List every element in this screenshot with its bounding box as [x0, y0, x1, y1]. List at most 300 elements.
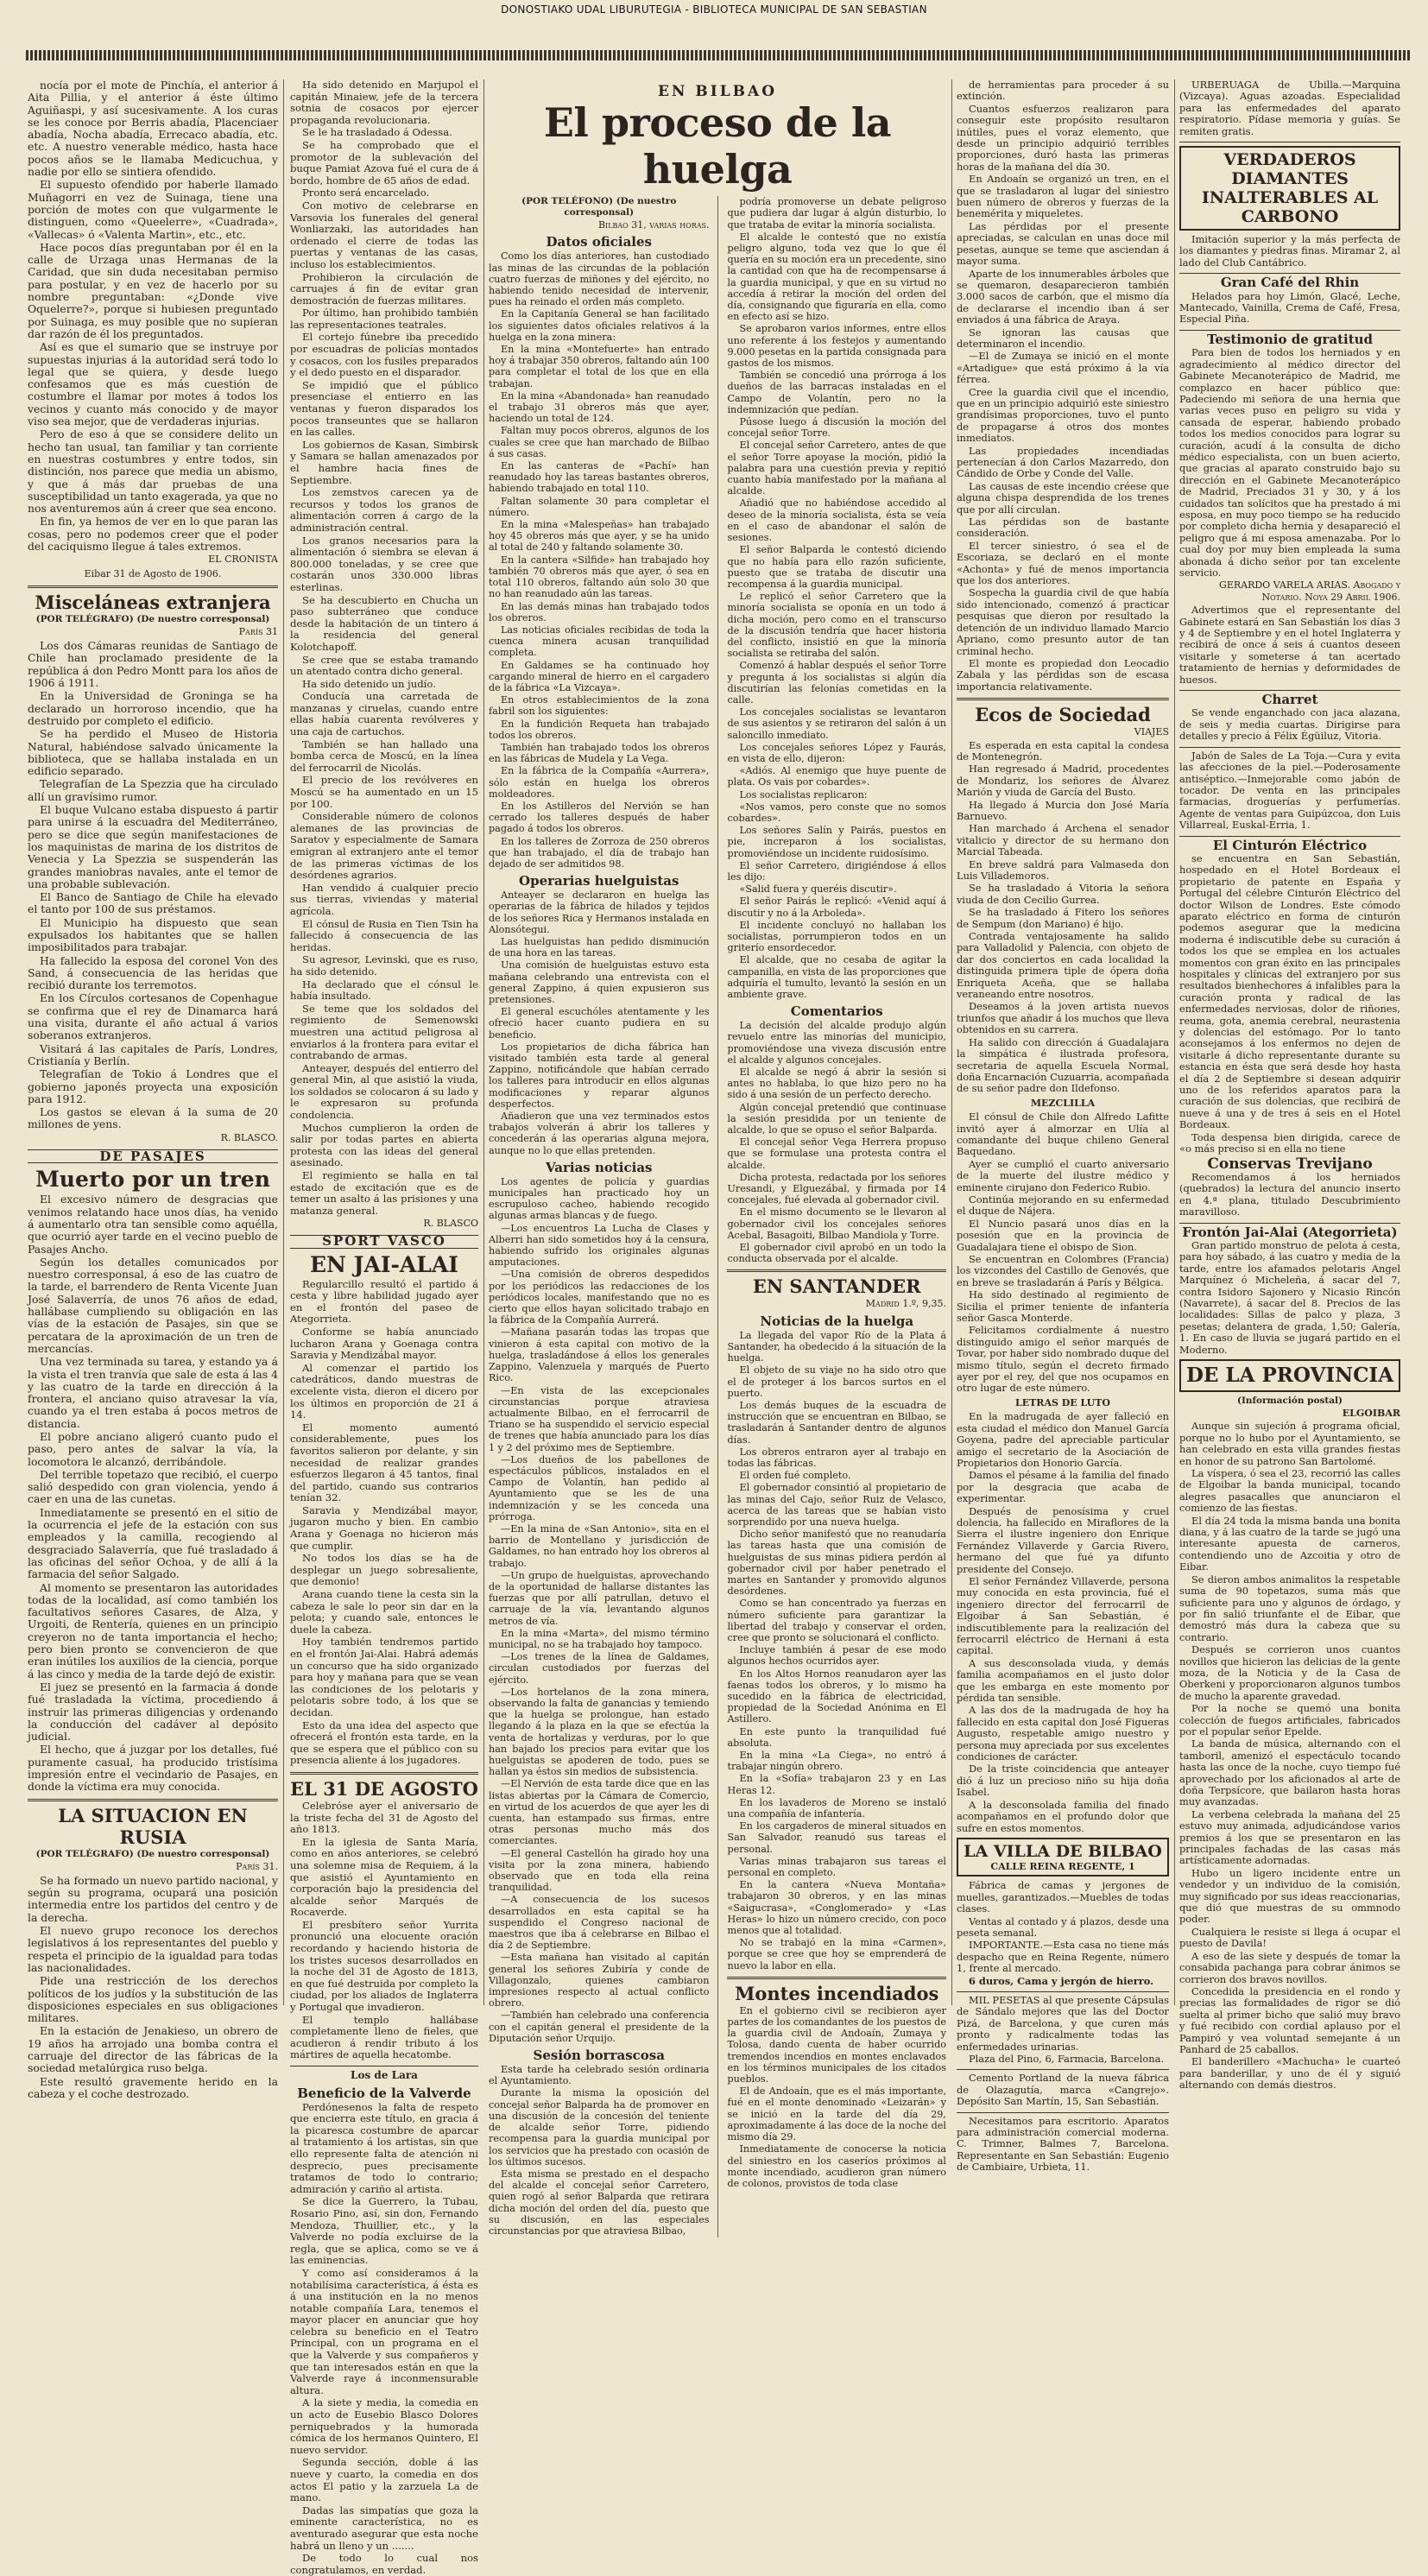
paragraph: Y como así consideramos á la notabilísima característica, á ésta es á una institución en la no menos notable compañía Lara, tenemos el mayor placer en anunciar que hoy celebra su beneficio en el Teatro Principal, con un programa en el que la Valverde y sus compañeros y que tan interesados están en que la Valverde raye á inconmensurable altura.	[290, 2266, 478, 2396]
paragraph: Ventas al contado y á plazos, desde una peseta semanal.	[957, 1915, 1169, 1939]
subhead-comentarios: Comentarios	[790, 1003, 883, 1020]
headline-muerto-tren: Muerto por un tren	[35, 1167, 270, 1193]
paragraph: En fin, ya hemos de ver en lo que paran las cosas, pero no podemos creer que el poder del caciquismo llegue á tales extremos.	[28, 515, 278, 553]
paragraph: Regularcillo resultó el partido á cesta y libre habilidad jugado ayer en el frontón del paseo de Ategorrieta.	[290, 1277, 478, 1326]
paragraph: En Galdames se ha continuado hoy cargando mineral de hierro en el cargadero de la fábrica «La Vizcaya».	[489, 659, 710, 693]
column-rule	[483, 79, 484, 2005]
paragraph: Dicho señor manifestó que no reanudaría las tareas hasta que una comisión de huelguistas de sus minas pidiera perdón al gobernador civil por haber penetrado el martes en Santander y promovido algunos desórdenes.	[727, 1529, 946, 1598]
paragraph: El señor Carretero, dirigiéndose á ellos les dijo:	[727, 859, 946, 883]
ad-title: LA VILLA DE BILBAO	[964, 1841, 1162, 1861]
paragraph: Algún concejal pretendió que continuase la sesión presidida por un teniente de alcalde, lo que se opuso el señor Balparda.	[727, 1101, 946, 1136]
paragraph: En la mina «La Ciega», no entró á trabajar ningún obrero.	[727, 1750, 946, 1773]
paragraph: El concejal señor Carretero, antes de que el señor Torre apoyase la moción, pidió la palabra para una cuestión previa y repitió cuanto había manifestado por la mañana al alcalde.	[727, 440, 946, 497]
paragraph: —A consecuencia de los sucesos desarrollados en esta capital se ha suspendido el Congreso nacional de maestros que iba á celebrarse en Bilbao el día 2 de Septiembre.	[489, 1894, 710, 1952]
paragraph: Esta misma se prestado en el despacho del alcalde el concejal señor Carretero, quien rogó al señor Balparda que retirara dicha moción del orden del día, puesto que su discusión, en las especiales circunstancias por que atraviesa Bilbao,	[489, 2168, 710, 2237]
divider	[957, 2112, 1169, 2113]
paragraph: A la siete y media, la comedia en un acto de Eusebio Blasco Dolores perniquebrados y la humorada cómica de los hermanos Quintero, El nuevo servidor.	[290, 2396, 478, 2456]
paragraph: Se encuentran en Colombres (Francia) los vizcondes del Castillo de Genovés, que en breve se trasladarán á París y Bélgica.	[957, 1253, 1169, 1288]
paragraph: El orden fué completo.	[739, 1470, 851, 1482]
ad-address: CALLE REINA REGENTE, 1	[990, 1860, 1135, 1872]
paragraph: Ha declarado que el cónsul le había insultado.	[290, 978, 478, 1003]
paragraph: El cónsul de Rusia en Tien Tsin ha fallecido á consecuencia de las heridas.	[290, 917, 478, 953]
paragraph: Así es que el sumario que se instruye por supuestas injurias á la autoridad será todo lo legal que se quiera, y desde luego confesamos que es más cuestión de costumbre el llamar por motes á todos los vecinos y cuanto más conocido y de mayor viso sea mejor, que de verdaderas injurias.	[28, 340, 278, 428]
paragraph: Telegrafían de La Spezzia que ha circulado allí un gravísimo rumor.	[28, 777, 278, 803]
headline-provincia: DE LA PROVINCIA	[1179, 1359, 1400, 1392]
paragraph: Se vende enganchado con jaca alazana, de seis y media cuartas. Dirigirse para detalles y precio á Félix Égüiluz, Vitoria.	[1179, 706, 1400, 743]
paragraph: En la mina «Abandonada» han reanudado el trabajo 31 obreros más que ayer, haciendo un total de 124.	[489, 389, 710, 425]
paragraph: El Banco de Santiago de Chile ha elevado el tanto por 100 de sus préstamos.	[28, 890, 278, 916]
paragraph: —También han celebrado una conferencia con el capitán general el presidente de la Diputación señor Urquijo.	[489, 2010, 710, 2044]
paragraph: Pide una restricción de los derechos políticos de los judíos y la substitución de las disposiciones especiales en sus obligaciones militares.	[28, 1974, 278, 2025]
paragraph: «Adiós. Al enemigo que huye puente de plata. Os vais por cobardes».	[727, 765, 946, 788]
paragraph: Se ha trasladado á Fitero los señores de Sempum (don Mariano) é hijo.	[957, 906, 1169, 930]
paragraph: El templo hallábase completamente lleno de fieles, que acudieron á rendir tributo á los mártires de aquella hecatombe.	[290, 2013, 478, 2061]
paragraph: El general escuchóles atentamente y les ofreció hacer cuanto pudiera en su beneficio.	[489, 1006, 710, 1041]
paragraph: En la Universidad de Groninga se ha declarado un horroroso incendio, que ha destruido por completo el edificio.	[28, 689, 278, 727]
ad-title: Conservas Trevijano	[1207, 1155, 1373, 1173]
paragraph: En la mina «Montefuerte» han entrado hoy á trabajar 350 obreros, faltando aún 100 para completar el total de los que en ella trabajan.	[489, 344, 710, 389]
column-4	[957, 79, 1169, 2174]
paragraph: Se ha trasladado á Vitoria la señora viuda de don Cecilio Gurrea.	[957, 882, 1169, 906]
divider	[727, 1977, 946, 1979]
divider	[957, 2069, 1169, 2070]
paragraph: Las causas de este incendio créese que alguna chispa desprendida de los trenes que por allí circulan.	[957, 479, 1169, 516]
subhead-sesion: Sesión borrascosa	[533, 2048, 665, 2064]
paragraph: 6 duros, Cama y jergón de hierro.	[969, 1974, 1154, 1987]
paragraph: Arana cuando tiene la cesta sin la cabeza le sale lo peor sin dar en la pelota; y cuando sale, entonces le duele la cabeza.	[290, 1588, 478, 1636]
paragraph: Se le ha trasladado á Odessa.	[302, 126, 452, 139]
paragraph: En la cantera «Nueva Montaña» trabajaron 30 obreros, y en las minas «Saigucrasa», «Conglomerado» y «Las Heras» lo hizo un número crecido, con poco menos que al totalidad.	[727, 1879, 946, 1937]
paragraph: El presbítero señor Yurrita pronunció una elocuente oración recordando y haciendo historia de los tristes sucesos desarrollados en la noche del 31 de Agosto de 1813, en que fué destruida por completo la ciudad, por los aliados de Inglaterra y Portugal que invadieron.	[290, 1918, 478, 2014]
column-3	[489, 79, 946, 2237]
signature: R. BLASCO.	[220, 1131, 278, 1143]
paragraph: El monte es propiedad don Leocadio Zabala y las pérdidas son de escasa importancia relativamente.	[957, 656, 1169, 693]
paragraph: Al momento se presentaron las autoridades todas de la localidad, así como también los facultativos señores Casares, de Alza, y Urgoiti, de Rentería, quienes en un principio creyeron no de tanta importancia el hecho; pero bien pronto se convencieron de que eran inútiles los auxilios de la ciencia, porque á las cinco y media de la tarde dejó de existir.	[28, 1580, 278, 1680]
paragraph: El buque Vulcano estaba dispuesto á partir para unirse á la escuadra del Mediterráneo, pero se dice que según manifestaciones de los maquinistas de marina de los distritos de Venecia y La Spezzia se suspenderán las grandes maniobras navales, ante el temor de una probable sublevación.	[28, 803, 278, 890]
paragraph: Se aprobaron varios informes, entre ellos uno referente á los festejos y aumentando 9.000 pesetas en la partida consignada para gastos de los mismos.	[727, 323, 946, 370]
paragraph: Los dos Cámaras reunidas de Santiago de Chile han proclamado presidente de la república á don Pedro Montt para los años de 1906 á 1911.	[28, 639, 278, 690]
paragraph: —Mañana pasarán todas las tropas que vinieron á esta capital con motivo de la huelga, trasladándose á ellos los generales Zappino, Valenzuela y marqués de Puerto Rico.	[489, 1326, 710, 1384]
divider	[1179, 747, 1400, 748]
paragraph: Sospecha la guardia civil de que había sido intencionado, comenzó á practicar pesquisas que dieron por resultado la detención de un individuo llamado Marcio Apriano, como presunto autor de tan criminal hecho.	[957, 586, 1169, 657]
section-label: VIAJES	[1134, 726, 1169, 738]
paragraph: Prohibieron la circulación de carruajes á fin de evitar gran demostración de fuerzas militares.	[290, 270, 478, 307]
paragraph: El día 24 toda la misma banda una bonita diana, y á las cuatro de la tarde se jugó una interesante apuesta de carneros, contendiendo uno de Azcoitia y otro de Eibar.	[1179, 1514, 1400, 1573]
signature: EL CRONISTA	[208, 554, 278, 566]
paragraph: Plaza del Pino, 6, Farmacia, Barcelona.	[969, 2053, 1165, 2065]
paragraph: En los talleres de Zorroza de 250 obreros que han trabajado, el día de trabajo han dejado de ser admitidos 98.	[489, 835, 710, 870]
signature: R. BLASCO	[423, 1218, 478, 1230]
headline-ecos: Ecos de Sociedad	[975, 704, 1151, 726]
paragraph: Cuantos esfuerzos realizaron para conseguir este propósito resultaron inútiles, pues el voraz elemento, que desde un principio adquirió terribles proporciones, duró hasta las primeras horas de la mañana del día 30.	[957, 102, 1169, 173]
paragraph: Perdónesenos la falta de respeto que encierra este título, en gracia á la picaresca costumbre de aparcar al tratamiento á los artistas, sin que ello represente falta de atención ni desprecio, pues precisamente tratamos de todo lo contrario; admiración y cariño al artista.	[290, 2100, 478, 2195]
paragraph: Helados para hoy Limón, Glacé, Leche, Mantecado, Vainilla, Crema de Café, Fresa, Especial Piña.	[1179, 289, 1400, 326]
paragraph: Incluye también á pesar de ese modo algunos hechos ocurridos ayer.	[727, 1644, 946, 1668]
paragraph: Toda despensa bien dirigida, carece de «o más preciso si en ella no tiene	[1179, 1130, 1400, 1155]
paragraph: —Una comisión de obreros despedidos por los periódicos las redacciones de los periódicos locales, manifestando que no es cierto que ellos hayan solicitado trabajo en la fábrica de la Compañía Aurrerá.	[489, 1269, 710, 1326]
paragraph: El señor Balparda le contestó diciendo que no había para ello razón suficiente, puesto que se trataba de discutir una recompensa á la guardia municipal.	[727, 544, 946, 590]
paragraph: Según los detalles comunicados por nuestro corresponsal, á eso de las cuatro de la tarde, el barrendero de Renta Vicente Juan José Salaverría, de unos 76 años de edad, hallábase cumpliendo su obligación en las vías de la estación de Pasajes, sin que se percatara de la aproximación de un tren de mercancías.	[28, 1255, 278, 1355]
paragraph: —Los dueños de los pabellones de espectáculos públicos, instalados en el Campo de Volantín, han pedido al Ayuntamiento que se les de una indemnización y se les conceda una prórroga.	[489, 1453, 710, 1522]
headline-jai-alai: EN JAI-ALAI	[310, 1251, 458, 1277]
paragraph: En la cantera «Silfide» han trabajado hoy también 70 obreros más que ayer, ó sea en total 110 obreros, faltando aún solo 30 que no han reanudado aún las tareas.	[489, 554, 710, 600]
paragraph: La verbena celebrada la mañana del 25 estuvo muy animada, adjudicándose varios premios á los que se presentaron en las principales fachadas de las casas más artísticamente adornadas.	[1179, 1807, 1400, 1867]
section-label: SPORT VASCO	[290, 1235, 478, 1249]
paragraph: Una comisión de huelguistas estuvo esta mañana celebrando una entrevista con el general Zappino, á quien expusieron sus pretensiones.	[489, 959, 710, 1005]
paragraph: Del terrible topetazo que recibió, el cuerpo salió despedido con gran violencia, yendo á caer en una de las cunetas.	[28, 1467, 278, 1506]
paragraph: Aunque sin sujeción á programa oficial, porque no lo hubo por el Ayuntamiento, se han celebrado en esta villa grandes fiestas en honor de su patrono San Bartolomé.	[1179, 1420, 1400, 1467]
paragraph: En el gobierno civil se recibieron ayer partes de los comandantes de los puestos de la guardia civil de Andoaín, Zumaya y Tolosa, dando cuenta de haber ocurrido tremendos incendios en montes enclavados en los términos municipales de los citados pueblos.	[727, 2004, 946, 2085]
paragraph: Recomendamos á los herniados (quebrados) la lectura del anuncio inserto en 4.ª plana, titulado Descubrimiento maravilloso.	[1179, 1170, 1400, 1218]
column-1	[28, 79, 278, 2100]
paragraph: Faltan muy pocos obreros, algunos de los cuales se cree que han marchado de Bilbao á sus casas.	[489, 425, 710, 459]
paragraph: —Un grupo de huelguistas, aprovechando de la oportunidad de hallarse distantes las fuerzas que por allí patrullan, detuvo el carruaje de la vía, levantando algunos metros de vía.	[489, 1569, 710, 1627]
divider	[1179, 1223, 1400, 1224]
dateline: París 31	[238, 625, 278, 637]
paragraph: En el mismo documento se le llevaron al gobernador civil los concejales señores Acebal, Basagoiti, Bilbao Mandiola y Torre.	[727, 1206, 946, 1241]
paragraph: —El de Zumaya se inició en el monte «Artadigue» que está próximo á la vía férrea.	[957, 350, 1169, 386]
paragraph: A la desconsolada familia del finado acompañamos en el profundo dolor que sufre en estos momentos.	[957, 1798, 1169, 1834]
paragraph: Añadieron que una vez terminados estos trabajos volverán á abrir los talleres y concederán á las operarias alguna mejora, aunque no lo que ellas pretenden.	[489, 1111, 710, 1156]
subcolumn-right	[727, 196, 946, 2237]
paragraph: Cree la guardia civil que el incendio, que en un principio adquirió este siniestro grandísimas proporciones, tuvo el punto de propagarse á otros dos montes inmediatos.	[957, 385, 1169, 445]
paragraph: En breve saldrá para Valmaseda don Luis Villademoros.	[957, 858, 1169, 882]
ad-title: El Cinturón Eléctrico	[1212, 837, 1368, 853]
divider	[957, 698, 1169, 700]
paragraph: Púsose luego á discusión la moción del concejal señor Torre.	[727, 416, 946, 440]
paragraph: Conforme se había anunciado lucharon Arana y Goenaga contra Saravia y Mendizábal mayor.	[290, 1325, 478, 1362]
headline-santander: EN SANTANDER	[752, 1275, 921, 1298]
paragraph: Aparte de los innumerables árboles que se quemaron, desaparecieron también 3.000 sacos de carbón, que el mismo día de declararse el incendio iban á ser enviados á una fábrica de Araya.	[957, 267, 1169, 326]
paragraph: Inmediatamente de conocerse la noticia del siniestro en los caseríos próximos al monte incendiado, acudieron gran número de colonos, provistos de toda clase	[727, 2143, 946, 2189]
paragraph: La banda de música, alternando con el tamboril, amenizó el espectáculo tocando hasta las once de la noche, cuyo tiempo fué aprovechado por los aficionados al arte de doña Terpsícore, que bailaron hasta horas muy avanzadas.	[1179, 1737, 1400, 1808]
paragraph: En las demás minas han trabajado todos los obreros.	[489, 600, 710, 623]
paragraph: En las canteras de «Pachí» han reanudado hoy las tareas bastantes obreros, habiendo trabajado en total 110.	[489, 460, 710, 495]
divider	[28, 585, 278, 588]
subcolumn-left	[489, 196, 709, 2237]
paragraph: El hecho, que á juzgar por los detalles, fué puramente casual, ha producido tristísima impresión entre el vecindario de Pasajes, en donde la víctima era muy conocida.	[28, 1743, 278, 1794]
column-5	[1179, 79, 1400, 2092]
paragraph: «Salid fuera y queréis discutir».	[739, 883, 897, 896]
paragraph: URBERUAGA de Ubilla.—Marquina (Vizcaya). Aguas azoadas. Especialidad para las enfermedades del aparato respiratorio. Pídase memoria y guías. Se remiten gratis.	[1179, 79, 1400, 137]
headline-31-agosto: EL 31 DE AGOSTO	[290, 1777, 478, 1800]
archive-header: DONOSTIAKO UDAL LIBURUTEGIA - BIBLIOTECA MUNICIPAL DE SAN SEBASTIAN	[501, 3, 927, 16]
paragraph: Su agresor, Levinski, que es ruso, ha sido detenido.	[290, 953, 478, 978]
paragraph: Los obreros entraron ayer al trabajo en todas las fábricas.	[727, 1446, 946, 1469]
paragraph: Faltan solamente 30 para completar el número.	[489, 495, 710, 518]
dateline: ELGOIBAR	[1342, 1408, 1400, 1419]
headline-proceso-huelga: El proceso de la huelga	[543, 99, 892, 193]
paragraph: Varias minas trabajaron sus tareas el personal en completo.	[727, 1855, 946, 1879]
paragraph: El Municipio ha dispuesto que sean expulsados los habitantes que se hallen imposibilitados para trabajar.	[28, 915, 278, 954]
paragraph: Durante la misma la oposición del concejal señor Balparda ha de promover en una discusión de la concesión del teniente de alcalde señor Torre, pidiendo recompensa para la guardia municipal por los servicios que ha prestado con ocasión de los últimos sucesos.	[489, 2087, 710, 2168]
paragraph: Ayer se cumplió el cuarto aniversario de la muerte del ilustre médico y eminente cirujano don Federico Rubio.	[957, 1157, 1169, 1193]
paragraph: Después se corrieron unos cuantos novillos que hicieron las delicias de la gente moza, de la Noticia y de la Casa de Oberkeni y proporcionaron algunos tumbos de mucho la aparente gravedad.	[1179, 1643, 1400, 1702]
dateline: Eibar 31 de Agosto de 1906.	[84, 567, 222, 579]
paragraph: Necesitamos para escritorio. Aparatos para administración comercial moderna. C. Trimner, Balmes 7, Barcelona. Representante en San Sebastián: Eugenio de Cambiaire, Urbieta, 11.	[957, 2114, 1169, 2174]
paragraph: El tercer siniestro, ó sea el de Escoriaza, se declaró en el monte «Achonta» y fué de menos importancia que los dos anteriores.	[957, 539, 1169, 587]
paragraph: Ha sido destinado al regimiento de Sicilia el primer teniente de infantería señor Gasca Monterde.	[957, 1288, 1169, 1325]
paragraph: En la Capitanía General se han facilitado los siguientes datos oficiales relativos á la huelga en la zona minera:	[489, 308, 710, 343]
dateline: París 31.	[236, 1860, 278, 1872]
paragraph: Las noticias oficiales recibidas de toda la cuenca minera acusan tranquilidad completa.	[489, 623, 710, 659]
paragraph: nocía por el mote de Pinchía, el anterior á Aita Pillia, y el anterior á éste último Aguiñaspi, y así sucesivamente. A los curas se les conoce por Berris abadía, Placenciaer abadía, Nocha abadía, Errecaco abadía, etc. etc. A nuestro venerable médico, hasta hace pocos años se le llamaba Medicuchua, y nadie por ello se sintiera ofendido.	[28, 79, 278, 179]
paragraph: El alcalde le contestó que no existía peligro alguno, toda vez que lo que él quería en su moción era un precedente, sino la cantidad con que ha de recompensarse á la guardia municipal, y que en su virtud no accedía á retirar la moción del orden del día, consignando que figuraría en ella, como en efecto así se hizo.	[727, 231, 946, 323]
ad-title: Gran Café del Rhin	[1220, 275, 1360, 291]
paragraph: Una vez terminada su tarea, y estando ya á la vista el tren tranvía que sale de esta á las 4 y las cuatro de la tarde en dirección á la frontera, el anciano quiso atravesar la vía, cuando ya el tren estaba á pocos metros de distancia.	[28, 1355, 278, 1430]
paragraph: Dicha protesta, redactada por los señores Uresandi, y Elguezábal, y firmada por 14 concejales, fué elevada al gobernador civil.	[727, 1171, 946, 1206]
paragraph: Los gastos se elevan á la suma de 20 millones de yens.	[28, 1105, 278, 1131]
paragraph: En los lavaderos de Moreno se instaló una compañía de infantería.	[727, 1796, 946, 1820]
paragraph: Saravia y Mendizábal mayor, jugaron mucho y bien. En cambio Arana y Goenaga no hicieron más que cumplir.	[290, 1503, 478, 1552]
paragraph: Deseamos á la joven artista nuevos triunfos que añadir á los muchos que lleva obtenidos en su carrera.	[957, 1000, 1169, 1036]
paragraph: Ha sido detenido en Marjupol el capitán Minaiew, jefe de la tercera sotnia de cosacos por ejercer propaganda revolucionaria.	[290, 79, 478, 126]
paragraph: —El general Castellón ha girado hoy una visita por la zona minera, habiendo observado que en toda ella reina tranquilidad.	[489, 1847, 710, 1894]
paragraph: A eso de las siete y después de tomar la consabida pachanga para cobrar ánimos se corrieron dos bravos novillos.	[1179, 1949, 1400, 1985]
paragraph: —Los trenes de la línea de Galdames, circulan custodiados por fuerzas del ejército.	[489, 1651, 710, 1686]
paragraph: Las pérdidas son de bastante consideración.	[957, 516, 1169, 540]
paragraph: Se ignoran las causas que determinaron el incendio.	[957, 326, 1169, 350]
paragraph: Hubo un ligero incidente entre un vendedor y un individuo de la comisión, muy significado por sus ideas reaccionarias, que dió que muestras de su ommnodo poder.	[1179, 1866, 1400, 1926]
paragraph: Ha fallecido la esposa del coronel Von des Sand, á consecuencia de las heridas que recibió durante los terremotos.	[28, 953, 278, 992]
paragraph: En los Círculos cortesanos de Copenhague se confirma que el rey de Dinamarca hará una visita, durante el año actual á varios soberanos extranjeros.	[28, 991, 278, 1042]
paragraph: Los agentes de policía y guardias municipales han practicado hoy un escrupuloso cacheo, habiendo recogido algunas armas blancas y de fuego.	[489, 1175, 710, 1222]
paragraph: Damos el pésame á la familia del finado por la desgracia que acaba de experimentar.	[957, 1469, 1169, 1505]
paragraph: El supuesto ofendido por haberle llamado Muñagorri en vez de Suinaga, tiene una porción de motes con que vulgarmente le distinguen, como «Queelerre», «Cuadrada», «Vallecas» ó «Valenta Martin», etc., etc.	[28, 178, 278, 241]
paragraph: Han marchado á Archena el senador vitalicio y director de su hermano don Marcial Tabeada.	[957, 822, 1169, 858]
section-label: LETRAS DE LUTO	[1015, 1396, 1110, 1408]
column-rule	[283, 79, 284, 2005]
paragraph: El de Andoaín, que es el más importante, fué en el monte denominado «Leizarán» y se inició en la tarde del día 29, aproximadamente á las doce de la noche del mismo día 29.	[727, 2085, 946, 2143]
paragraph: En la madrugada de ayer falleció en esta ciudad el médico don Manuel García Goyena, padre del apreciable particular amigo el secretario de la Asociación de Propietarios don Honorio García.	[957, 1410, 1169, 1469]
section-label: MEZCLILLA	[1030, 1097, 1096, 1109]
story-kicker: EN BILBAO	[657, 83, 778, 100]
headline-montes: Montes incendiados	[735, 1982, 939, 2004]
divider	[1179, 273, 1400, 274]
column-rule	[951, 79, 952, 2005]
paragraph: Se ha perdido el Museo de Historia Natural, habiéndose salvado únicamente la biblioteca, que se hallaba instalada en un edificio separado.	[28, 727, 278, 778]
paragraph: El alcalde, que no cesaba de agitar la campanilla, en vista de las proporciones que adquiría el tumulto, levantó la sesión en un ambiente grave.	[727, 954, 946, 1001]
paragraph: Han vendido á cualquier precio sus tierras, viviendas y material agrícola.	[290, 881, 478, 917]
paragraph: El excesivo número de desgracias que venimos relatando hace unos días, ha venido á aumentarlo otra tan sensible como aquélla, que ocurrió ayer tarde en el vecino pueblo de Pasajes Ancho.	[28, 1193, 278, 1256]
paragraph: Añadió que no habiéndose accedido al deseo de la minoría socialista, ésta se veía en el caso de abandonar el salón de sesiones.	[727, 497, 946, 544]
paragraph: El gobernador civil aprobó en un todo la conducta observada por el alcalde.	[727, 1242, 946, 1265]
byline: (Información postal)	[1236, 1396, 1343, 1406]
paragraph: Considerable número de colonos alemanes de las provincias de Saratov y especialmente de Samara emigran al extranjero ante el temor de las primeras víctimas de los desórdenes agrarios.	[290, 810, 478, 882]
paragraph: Han regresado á Madrid, procedentes de Mondariz, los señores de Álvarez Marión y viuda de García del Busto.	[957, 763, 1169, 799]
paragraph: De la triste coincidencia que anteayer dió á luz un precioso niño su hija doña Isabel.	[957, 1763, 1169, 1799]
paragraph: Dadas las simpatías que goza la eminente característica, no es aventurado asegurar que esta noche habrá un lleno y un .......	[290, 2503, 478, 2552]
paragraph: «Nos vamos, pero conste que no somos cobardes».	[727, 801, 946, 824]
paragraph: Los concejales señores López y Faurás, en vista de ello, dijeron:	[727, 741, 946, 764]
paragraph: El Nuncio pasará unos días en la posesión que en la provincia de Guadalajara tiene el obispo de Sion.	[957, 1217, 1169, 1253]
divider	[957, 1991, 1169, 1992]
divider	[1179, 690, 1400, 691]
paragraph: El incidente concluyó no hallaban los socialistas, porrumpieron todos en un griterío ensordecedor.	[727, 919, 946, 954]
paragraph: En la mina «Marta», del mismo término municipal, no se ha trabajado hoy tampoco.	[489, 1627, 710, 1650]
paragraph: Como se han concentrado ya fuerzas en número suficiente para garantizar la libertad del trabajo y conservar el orden, cree que pronto se solucionará el conflicto.	[727, 1598, 946, 1643]
paragraph: Se teme que los soldados del regimiento de Semenowski muestren una actitud peligrosa al enviarlos á la frontera para evitar el contrabando de armas.	[290, 1002, 478, 1062]
paragraph: —En la mina de «San Antonio», sita en el barrio de Montellano y jurisdicción de Galdames, no han entrado hoy los obreros al trabajo.	[489, 1522, 710, 1569]
paragraph: Las huelguistas han pedido disminución de una hora en las tareas.	[489, 935, 710, 959]
subhead-noticias-huelga: Noticias de la huelga	[760, 1313, 914, 1329]
paragraph: Le replicó el señor Carretero que la minoría socialista se oponía en un todo á dicha moción, pero como en el transcurso de la discusión tendría que hacer historia del conflicto, insistió en que la minoría socialista se retiraba del salón.	[727, 591, 946, 660]
paragraph: En la iglesia de Santa María, como en años anteriores, se celebró una solemne misa de Requiem, á la que asistió el Ayuntamiento en corporación bajo la presidencia del alcalde señor Marqués de Rocaverde.	[290, 1835, 478, 1919]
paragraph: El nuevo grupo reconoce los derechos legislativos á los representantes del pueblo y respeta el principio de la igualdad para todas las nacionalidades.	[28, 1924, 278, 1974]
paragraph: Los concejales socialistas se levantaron de sus asientos y se retiraron del salón á un saloncillo inmediato.	[727, 706, 946, 741]
header-rule	[26, 50, 1412, 60]
paragraph: Como los días anteriores, han custodiado las minas de las circundas de la población cuatro fuerzas de miñones y del ejército, no habiendo tenido necesidad de intervenir, pues ha reinado el orden más completo.	[489, 250, 710, 308]
paragraph: Imitación superior y la más perfecta de los diamantes y piedras finas. Miramar 2, al lado del Club Cantábrico.	[1179, 233, 1400, 269]
paragraph: Contrada ventajosamente ha salido para Valladolid y Palencia, con objeto de dar dos conciertos en cada localidad la distinguida primera tiple de ópera doña Enriqueta Aceña, que se hallaba veraneando entre nosotros.	[957, 930, 1169, 1001]
ad-title: Testimonio de gratitud	[1206, 331, 1374, 347]
dateline: Madrid 1.º, 9,35.	[865, 1298, 946, 1310]
byline: (POR TELÉGRAFO) (De nuestro corresponsal)	[35, 613, 270, 624]
paragraph: Cualquiera le resiste si llega á ocupar el puesto de Davila!	[1179, 1925, 1400, 1950]
paragraph: Gran partido monstruo de pelota á cesta, para hoy sábado, á las cuatro y media de la tarde, entre los afamados pelotaris Angel Marquínez ó Micheleña, á sacar del 7, contra Isidoro Sajonero y Nicasio Rincón (Navarrete), á sacar del 8. Precios de las localidades: Sillas de palco y plaza, 3 pesetas; delantera de grada, 1,50; Galería, 1. En caso de lluvia se jugará partido en el Moderno.	[1179, 1238, 1400, 1356]
paragraph: También se concedió una prórroga á los dueños de las barracas instaladas en el Campo de Volantín, pero no la indemnización que pedían.	[727, 370, 946, 415]
column-rule	[1174, 79, 1175, 2005]
paragraph: Los propietarios de dicha fábrica han visitado también esta tarde al general Zappino, notificándole que habían cerrado los talleres para introducir en ellos algunas modificaciones y reparar algunos desperfectos.	[489, 1041, 710, 1110]
paragraph: Ha sido detenido un judío.	[302, 677, 436, 690]
paragraph: El señor Fernández Villaverde, persona muy conocida en esta provincia, fué el ingeniero director del ferrocarril de Elgoibar á San Sebastián, é indiscutiblemente para la realización del ferrocarril eléctrico de Hernani á esta capital.	[957, 1574, 1169, 1657]
paragraph: También se han hallado una bomba cerca de Moscú, en la línea del ferrocarril de Nicolás.	[290, 737, 478, 774]
subhead-datos: Datos oficiales	[546, 234, 652, 250]
paragraph: IMPORTANTE.—Esta casa no tiene más despacho que en Reina Regente, número 1, frente al mercado.	[957, 1939, 1169, 1975]
paragraph: Las propiedades incendiadas pertenecían á don Carlos Mazarredo, don Cándido de Orbe y Conde del Valle.	[957, 444, 1169, 480]
paragraph: Los granos necesarios para la alimentación ó siembra se elevan á 800.000 toneladas, y se cree que costarán unos 330.000 libras esterlinas.	[290, 534, 478, 593]
paragraph: Este resultó gravemente herido en la cabeza y el coche destrozado.	[28, 2074, 278, 2100]
paragraph: En este punto la tranquilidad fué absoluta.	[727, 1725, 946, 1749]
paragraph: Se impidió que el público presenciase el entierro en las ventanas y fueron disparados los pocos transeuntes que se hallaron en las calles.	[290, 378, 478, 439]
paragraph: podría promoverse un debate peligroso que pudiera dar lugar á algún disturbio, lo que trataba de evitar la minoría socialista.	[727, 196, 946, 231]
paragraph: —En vista de las excepcionales circunstancias porque atraviesa actualmente Bilbao, en el ferrocarril de Triano se ha suspendido el servicio especial de trenes que había anunciado para los días 1 y 2 del próximo mes de Septiembre.	[489, 1384, 710, 1453]
paragraph: Es esperada en esta capital la condesa de Montenegrón.	[957, 738, 1169, 763]
paragraph: —Los encuentros La Lucha de Clases y Alberri han sido sometidos hoy á la censura, habiendo sufrido los originales algunas amputaciones.	[489, 1222, 710, 1269]
paragraph: Por último, han prohibido también las representaciones teatrales.	[290, 307, 478, 331]
paragraph: Esta tarde ha celebrado sesión ordinaria el Ayuntamiento.	[489, 2064, 710, 2087]
paragraph: El banderillero «Machucha» le cuarteó para banderillar, y uno de él y siguió alternando con demás diestros.	[1179, 2055, 1400, 2092]
ad-diamantes-title: VERDADEROS DIAMANTES INALTERABLES AL CARBONO	[1179, 146, 1400, 231]
paragraph: En la mina «Malespeñas» han trabajado hoy 45 obreros más que ayer, y se ha unido al total de 240 y faltando solamente 30.	[489, 519, 710, 554]
paragraph: Celebróse ayer el aniversario de la triste fecha del 31 de Agosto del año 1813.	[290, 1799, 478, 1836]
paragraph: El cónsul de Chile don Alfredo Lafitte invitó ayer á almorzar en Ulía al comandante del buque chileno General Baquedano.	[957, 1111, 1169, 1158]
paragraph: El objeto de su viaje no ha sido otro que el de proteger á los barcos surtos en el puerto.	[727, 1364, 946, 1399]
paragraph: —Los hortelanos de la zona minera, observando la falta de ganancias y temiendo que la huelga se prolongue, han estado llegando á la plaza en la que se efectúa la venta de hortalizas y verduras, por lo que han bajado los precios para evitar que los huelguistas se apoderen de todo, pues se hallan ya éstos sin medios de subsistencia.	[489, 1686, 710, 1778]
paragraph: El señor Pairás le replicó: «Venid aquí á discutir y no á la Arboleda».	[727, 896, 946, 919]
paragraph: Los gobiernos de Kasan, Simbirsk y Samara se hallan amenazados por el hambre hacia fines de Septiembre.	[290, 438, 478, 486]
headline-valverde: Beneficio de la Valverde	[297, 2085, 471, 2101]
subhead-operarias: Operarias huelguistas	[519, 873, 679, 889]
paragraph: Cemento Portland de la nueva fábrica de Olazagutía, marca «Cangrejo». Depósito San Martín, 15, San Sebastián.	[957, 2072, 1169, 2108]
byline: (POR TELÉFONO) (De nuestro corresponsal)	[521, 196, 677, 218]
paragraph: Anteayer se declararon en huelga las operarias de la fábrica de hilados y tejidos de los señores Rica y Hermanos instalada en Alonsótegui.	[489, 889, 710, 935]
paragraph: La víspera, ó sea el 23, recorrió las calles de Elgoibar la banda municipal, tocando alegres pasacalles que anunciaron el comienzo de las fiestas.	[1179, 1467, 1400, 1515]
subhead-varias: Varias noticias	[545, 1159, 653, 1175]
dateline: Bilbao 31, varias horas.	[597, 219, 710, 231]
paragraph: Continúa mejorando en su enfermedad el duque de Nájera.	[957, 1193, 1169, 1218]
paragraph: Advertimos que el representante del Gabinete estará en San Sebastián los días 3 y 4 de Septiembre y en el hotel Inglaterra y recibirá de once á seis á cuantos deseen visitarle y someterse á tan acertado tratamiento de hernias y deformidades de huesos.	[1179, 604, 1400, 686]
headline-rusia: LA SITUACION EN RUSIA	[58, 1804, 248, 1848]
paragraph: En Andoaín se organizó un tren, en el que se trasladaron al lugar del siniestro buen número de obreros y fuerzas de la benemérita y miqueletes.	[957, 173, 1169, 220]
paragraph: Por la noche se quemó una bonita colección de fuegos artificiales, fabricados por el popular señor Epelde.	[1179, 1702, 1400, 1737]
section-label: Los de Lara	[351, 2069, 418, 2081]
paragraph: En la estación de Jenakieso, un obrero de 19 años ha arrojado una bomba contra el carruaje del director de las fábricas de la sociedad metalúrgica ruso belga.	[28, 2024, 278, 2075]
signature: GERARDO VARELA ARIAS. Abogado y Notario. Noya 29 Abril 1906.	[1219, 579, 1400, 603]
ad-villa-bilbao	[957, 1838, 1169, 1877]
paragraph: Hoy también tendremos partido en el frontón Jai-Alai. Habrá además un concurso que ha sido organizado para hoy y mañana para que se vean las condiciones de los pelotaris y pelotaris sobre todo, á los que se decidan.	[290, 1636, 478, 1718]
paragraph: Esto da una idea del aspecto que ofrecerá el frontón esta tarde, en la que se espera que el público con su presencia aliente á los jugadores.	[290, 1718, 478, 1767]
paragraph: El pobre anciano aligeró cuanto pudo el paso, pero antes de salvar la vía, la locomotora le alcanzó, derribándole.	[28, 1429, 278, 1468]
paragraph: Ha salido con dirección á Guadalajara la simpática é ilustrada profesora, secretaria de aquella Escuela Normal, doña Encarnación Cuzuarria, acompañada de su señor padre don Ildefonso.	[957, 1035, 1169, 1095]
paragraph: En los Altos Hornos reanudaron ayer las faenas todos los obreros, y lo mismo ha sucedido en la fábrica de electricidad, propiedad de la Sociedad Anónima en El Astillero.	[727, 1668, 946, 1725]
paragraph: Telegrafían de Tokio á Londres que el gobierno japonés proyecta una exposición para 1912.	[28, 1067, 278, 1105]
byline: (POR TELÉGRAFO) (De nuestro corresponsal)	[35, 1848, 270, 1859]
paragraph: Los socialistas replicaron:	[739, 788, 868, 801]
paragraph: En la fundición Requeta han trabajado todos los obreros.	[489, 718, 710, 741]
paragraph: En la «Sofía» trabajaron 23 y en Las Heras 12.	[727, 1773, 946, 1796]
paragraph: El precio de los revólveres en Moscú se ha aumentado en un 15 por 100.	[290, 774, 478, 810]
paragraph: El alcalde se negó á abrir la sesión si antes no hablaba, lo que hizo pero no ha sido á una sesión de un perfecto derecho.	[727, 1066, 946, 1101]
paragraph: En los Astilleros del Nervión se han cerrado los talleres después de haber pagado á todos los obreros.	[489, 800, 710, 835]
ad-title: Charret	[1261, 692, 1318, 708]
paragraph: A sus desconsolada viuda, y demás familia acompañamos en el justo dolor que les embarga en este momento por pérdida tan sensible.	[957, 1656, 1169, 1705]
paragraph: El concejal señor Vega Herrera propuso que se formulase una protesta contra el alcalde.	[727, 1136, 946, 1171]
paragraph: Se ha formado un nuevo partido nacional, y según su programa, ocupará una posición intermedia entre los partidos del centro y de la derecha.	[28, 1873, 278, 1924]
paragraph: Inmediatamente se presentó en el sitio de la ocurrencia el jefe de la estación con sus empleados y la camilla, recogiendo al desgraciado Salaverría, que fué trasladado á las oficinas del señor Ochoa, y de allí á la farmacia del señor Salgado.	[28, 1505, 278, 1581]
paragraph: De todo lo cual nos congratulamos, en verdad.	[290, 2552, 478, 2576]
paragraph: Muchos cumplieron la orden de salir por todas partes en abierta protesta con las ideas del general asesinado.	[290, 1121, 478, 1169]
headline-miscelaneas: Misceláneas extranjera	[35, 591, 271, 613]
divider	[1179, 330, 1400, 331]
paragraph: Hace pocos días preguntaban por él en la calle de Urzaga unas Hermanas de la Caridad, que sin duda necesitaban permiso para postular, y en vez de hacerlo por su nombre preguntaban: «¿Donde vive Oquelerre?», porque si hubiesen preguntado por Suinaga, es muy posible que no supieran dar razón de él los preguntados.	[28, 240, 278, 340]
paragraph: También han trabajado todos los obreros en las fábricas de Mudela y La Vega.	[489, 741, 710, 765]
paragraph: Pronto será encarcelado.	[302, 187, 430, 199]
divider	[727, 1269, 946, 1272]
paragraph: La decisión del alcalde produjo algún revuelo entre las minorías del municipio, promoviéndose una viveza discusión entre el alcalde y algunos concejales.	[727, 1020, 946, 1066]
paragraph: En otros establecimientos de la zona fabril son los siguientes:	[489, 694, 710, 718]
paragraph: Anteayer, después del entierro del general Min, al que asistió la viuda, los soldados se colocaron á su lado y le expresaron su profunda condolencia.	[290, 1061, 478, 1122]
paragraph: Al comenzar el partido los catedráticos, dando muestras de excelente vista, dieron el dicero por los últimos en proporción de 21 á 14.	[290, 1361, 478, 1421]
paragraph: Los demás buques de la escuadra de instrucción que se encuentran en Bilbao, se trasladarán á Santander dentro de algunos días.	[727, 1399, 946, 1446]
paragraph: Se ha descubierto en Chucha un paso subterráneo que conduce desde la habitación de un tintero á la residencia del general Kolotchapoff.	[290, 593, 478, 653]
paragraph: Segunda sección, doble á las nueve y cuarto, la comedia en dos actos El patio y la zarzuela La de mano.	[290, 2456, 478, 2504]
paragraph: —El Nervión de esta tarde dice que en las listas abiertas por la Cámara de Comercio, en virtud de los acuerdos de que ayer les di cuenta, han estampado sus firmas, entre otras personas mucho más dos comerciantes.	[489, 1778, 710, 1847]
column-rule	[717, 196, 718, 2237]
paragraph: Se cree que se estaba tramando un atentado contra dicho general.	[290, 653, 478, 678]
paragraph: Concedida la presidencia en el rondo y precias las formalidades de rigor se dió suelta al primer bicho que salió muy bravo y fué recibido con cordial aplauso por el Pampiró y vea voluntad semejante á un Panhard de 25 caballos.	[1179, 1984, 1400, 2055]
paragraph: En la fábrica de la Compañía «Aurrera», sólo están en huelga los obreros moldeadores.	[489, 765, 710, 800]
paragraph: Se dieron ambos animalitos la respetable suma de 90 topetazos, suma más que suficiente para uno y algunos de órdago, y por fin salió triunfante el de Eibar, que demostró más dura la cabeza que su contrario.	[1179, 1573, 1400, 1643]
paragraph: MIL PESETAS al que presente Cápsulas de Sándalo mejores que las del Doctor Pizá, de Barcelona, y que curen más pronto y radicalmente todas las enfermedades urinarias.	[957, 1993, 1169, 2053]
divider	[1179, 836, 1400, 837]
paragraph: El cortejo fúnebre iba precedido por escuadras de policías montados y cosacos, con los fusiles preparados y el dedo puesto en el disparador.	[290, 331, 478, 379]
paragraph: El gobernador consintió al propietario de las minas del Cajo, señor Ruiz de Velasco, acerca de las tareas que se habían visto sorprendido por una nueva huelga.	[727, 1482, 946, 1528]
paragraph: No todos los días se ha de desplegar un juego sobresaliente, que demonio!	[290, 1552, 478, 1588]
paragraph: Visitará á las capitales de París, Londres, Cristianía y Berlín.	[28, 1041, 278, 1067]
paragraph: Se ha comprobado que el promotor de la sublevación del buque Pamiat Azova fué el cura de á bordo, hombre de 65 años de edad.	[290, 138, 478, 187]
paragraph: Para bien de todos los herniados y en agradecimiento al médico director del Gabinete Mecanoterápico de Madrid, me complazco en hacer público que: Padeciendo mi señora de una hernia que varias veces puso en peligro su vida y cansada de esperar, habiendo probado todos los medios conocidos para lograr su curación, acudí á la consulta de dicho médico especialista, con un buen acierto, que gracias al aparato construido bajo su dirección en el Gabinete Mecanoterápico de Madrid, Preciados 31 y 30, y á los cuidados tan solícitos que ha prestado á mi esposa, en muy poco tiempo se ha reducido por completo dicha hernia y desapareció el peligro que á mi esposa amenazaba. Por lo cual doy por muy bien empleada la suma abonada á dicho señor por tan excelente servicio.	[1179, 346, 1400, 579]
paragraph: Conducía una carretada de manzanas y ciruelas, cuando entre ellas había cuarenta revólveres y una caja de cartuchos.	[290, 690, 478, 738]
paragraph: Jabón de Sales de La Toja.—Cura y evita las afecciones de la piel.—Poderosamente antiséptico.—Inmejorable como jabón de tocador. De venta en las principales farmacias, droguerías y perfumerías. Agente de ventas para Guipúzcoa, don Luis Villarreal, Euskal-Erria, 1.	[1179, 749, 1400, 832]
divider	[28, 1799, 278, 1801]
paragraph: Felicitamos cordialmente á nuestro distinguido amigo el señor marqués de Tovar, por haber sido nombrado duque del mismo título, según el decreto firmado ayer por el rey, del que nos ocupamos en otro lugar de este número.	[957, 1324, 1169, 1395]
ad-title: Frontón Jai-Alai (Ategorrieta)	[1182, 1224, 1398, 1240]
divider	[290, 1772, 478, 1775]
paragraph: Comenzó á hablar después el señor Torre y pregunta á los socialistas si algún día discutirían las felonías cometidas en la calle.	[727, 660, 946, 706]
paragraph: El momento aumentó considerablemente, pues los favoritos salieron por delante, y sin necesidad de realizar grandes esfuerzos llegaron á 45 tantos, final del partido, cuando sus contrarios tenían 32.	[290, 1421, 478, 1504]
paragraph: En los cargaderos de mineral situados en San Salvador, reanudó sus tareas el personal.	[727, 1820, 946, 1855]
